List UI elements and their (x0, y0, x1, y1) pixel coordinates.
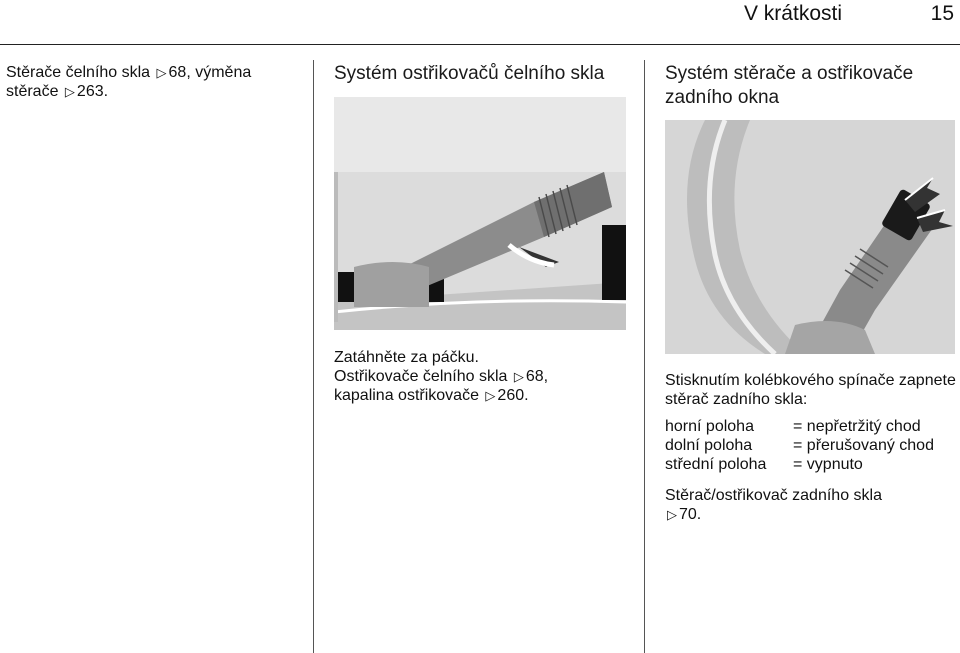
washer-ref-line-2: kapalina ostřikovače ▷ 260. (334, 387, 529, 404)
position-meaning: = vypnuto (793, 456, 863, 473)
position-meaning: = nepřetržitý chod (793, 418, 921, 435)
table-row (665, 436, 934, 455)
position-label: horní poloha (665, 418, 754, 435)
washer-lever-illustration (334, 97, 626, 330)
position-meaning: = přerušovaný chod (793, 437, 934, 454)
washer-instructions (334, 348, 634, 405)
switch-positions-table (665, 417, 934, 474)
page-ref-arrow-icon: ▷ (64, 84, 75, 99)
washer-lever-drawing (334, 97, 626, 330)
washer-ref-line-1: Ostřikovače čelního skla ▷ 68, (334, 368, 549, 385)
page-ref-arrow-icon: ▷ (667, 507, 677, 522)
column-divider-2 (644, 60, 645, 653)
rear-wiper-drawing (665, 120, 955, 354)
position-label: dolní poloha (665, 437, 753, 454)
wiper-ref-line-2: stěrače ▷ 263. (6, 83, 109, 100)
rear-wiper-ref: Stěrač/ostřikovač zadního skla ▷ 70. (665, 487, 882, 523)
page-ref-arrow-icon: ▷ (485, 388, 496, 403)
rear-wiper-switch-illustration (665, 120, 955, 354)
washer-caption: Zatáhněte za páčku. (334, 349, 479, 366)
header-divider (0, 44, 960, 45)
page-ref-arrow-icon: ▷ (513, 369, 524, 384)
table-row (665, 417, 934, 436)
wiper-ref-line-1: Stěrače čelního skla ▷ 68, výměna (6, 64, 252, 81)
column-divider-1 (313, 60, 314, 653)
position-label: střední poloha (665, 456, 767, 473)
washer-heading: Systém ostřikovačů čelního skla (334, 63, 605, 84)
page-number: 15 (930, 2, 954, 25)
rear-wiper-instructions (665, 371, 957, 524)
rear-wiper-heading: Systém stěrače a ostřikovače zadního okna (665, 63, 914, 108)
rear-wiper-intro: Stisknutím kolébkového spínače zapnete stěrač zadního skla: (665, 372, 956, 408)
page-ref-arrow-icon: ▷ (156, 65, 167, 80)
table-row (665, 455, 934, 474)
section-title: V krátkosti (743, 2, 842, 25)
column-1-text (6, 63, 306, 101)
